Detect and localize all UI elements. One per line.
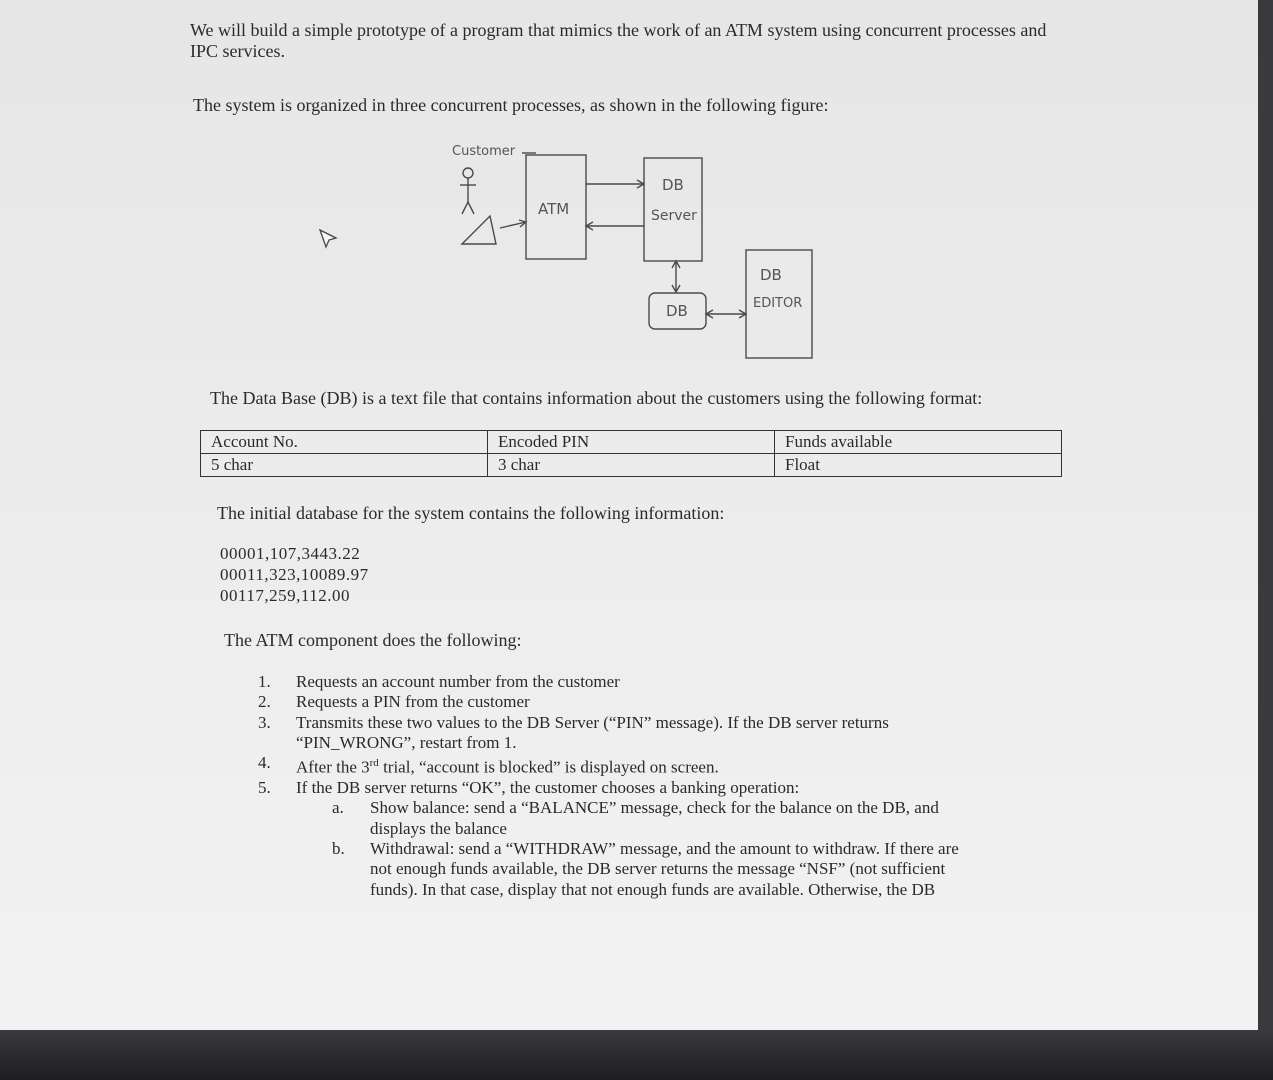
step-text: Transmits these two values to the DB Server (“PIN” message). If the DB server returns: [296, 712, 889, 732]
record-line: 00011,323,10089.97: [220, 565, 369, 584]
system-figure: [440, 140, 840, 370]
header-encoded-pin: Encoded PIN: [488, 431, 775, 454]
step-text: Requests a PIN from the customer: [296, 692, 530, 712]
db-editor-label-2: EDITOR: [753, 296, 803, 311]
step-number: 4.: [258, 753, 271, 773]
type-encoded-pin: 3 char: [488, 454, 775, 477]
db-server-label-2: Server: [651, 208, 697, 224]
monitor-bezel-right: [1258, 0, 1273, 1030]
intro-paragraph: We will build a simple prototype of a program that mimics the work of an ATM system using concurrent processes and IPC services.: [190, 20, 1047, 61]
mouse-cursor-icon: [318, 228, 340, 250]
list-item: [258, 753, 1018, 778]
db-label: DB: [666, 302, 688, 320]
substep-letter: b.: [332, 839, 345, 859]
initial-db-line: The initial database for the system contains the following information:: [217, 503, 725, 523]
type-funds-available: Float: [775, 454, 1062, 477]
list-item: [332, 798, 1018, 839]
substep-line: Show balance: send a “BALANCE” message, check for the balance on the DB, and: [370, 798, 939, 818]
step-text-part: After the 3: [296, 757, 370, 777]
substep-line: Withdrawal: send a “WITHDRAW” message, and the amount to withdraw. If there are: [370, 839, 959, 859]
step-text: If the DB server returns “OK”, the customer chooses a banking operation:: [296, 778, 800, 798]
substep-line: displays the balance: [370, 818, 507, 838]
substep-text: [370, 798, 1018, 839]
list-item: [258, 672, 1018, 692]
table-row: [201, 431, 1062, 454]
db-description: The Data Base (DB) is a text file that contains information about the customers using the following format:: [210, 388, 983, 408]
step-text: Requests an account number from the customer: [296, 672, 620, 691]
list-item: [332, 839, 1018, 900]
table-row: [201, 454, 1062, 477]
step-number: 2.: [258, 692, 271, 712]
step-continuation: “PIN_WRONG”, restart from 1.: [296, 732, 517, 752]
step-number: 1.: [258, 672, 271, 691]
db-editor-label-1: DB: [760, 266, 782, 284]
db-records: [220, 543, 369, 606]
customer-label: Customer: [452, 144, 516, 159]
customer-triangle: [462, 216, 496, 244]
db-server-label-1: DB: [662, 176, 684, 194]
list-item: [258, 692, 1018, 712]
system-description: The system is organized in three concurrent processes, as shown in the following figure:: [193, 95, 829, 115]
superscript: rd: [369, 757, 379, 770]
monitor-bezel-bottom: [0, 1030, 1273, 1080]
header-account-no: Account No.: [201, 431, 488, 454]
record-line: 00117,259,112.00: [220, 586, 350, 605]
list-item: [258, 778, 1018, 798]
figure-drawing: [440, 140, 840, 370]
substep-letter: a.: [332, 798, 344, 818]
step-number: 3.: [258, 712, 271, 732]
step-text: [296, 753, 1018, 778]
list-item: [258, 713, 1018, 733]
db-format-table: [200, 430, 1062, 477]
record-line: 00001,107,3443.22: [220, 544, 361, 563]
step-text-part: trial, “account is blocked” is displayed on screen.: [378, 757, 719, 777]
type-account-no: 5 char: [201, 454, 488, 477]
atm-steps-list: [258, 672, 1018, 900]
step-number: 5.: [258, 778, 271, 798]
substep-text: [370, 839, 1018, 900]
substep-line: not enough funds available, the DB server returns the message “NSF” (not sufficient: [370, 859, 946, 879]
substep-line: funds). In that case, display that not enough funds are available. Otherwise, the DB: [370, 879, 936, 899]
customer-head: [463, 168, 473, 178]
atm-component-line: The ATM component does the following:: [224, 630, 522, 650]
header-funds-available: Funds available: [775, 431, 1062, 454]
atm-label: ATM: [538, 200, 570, 218]
